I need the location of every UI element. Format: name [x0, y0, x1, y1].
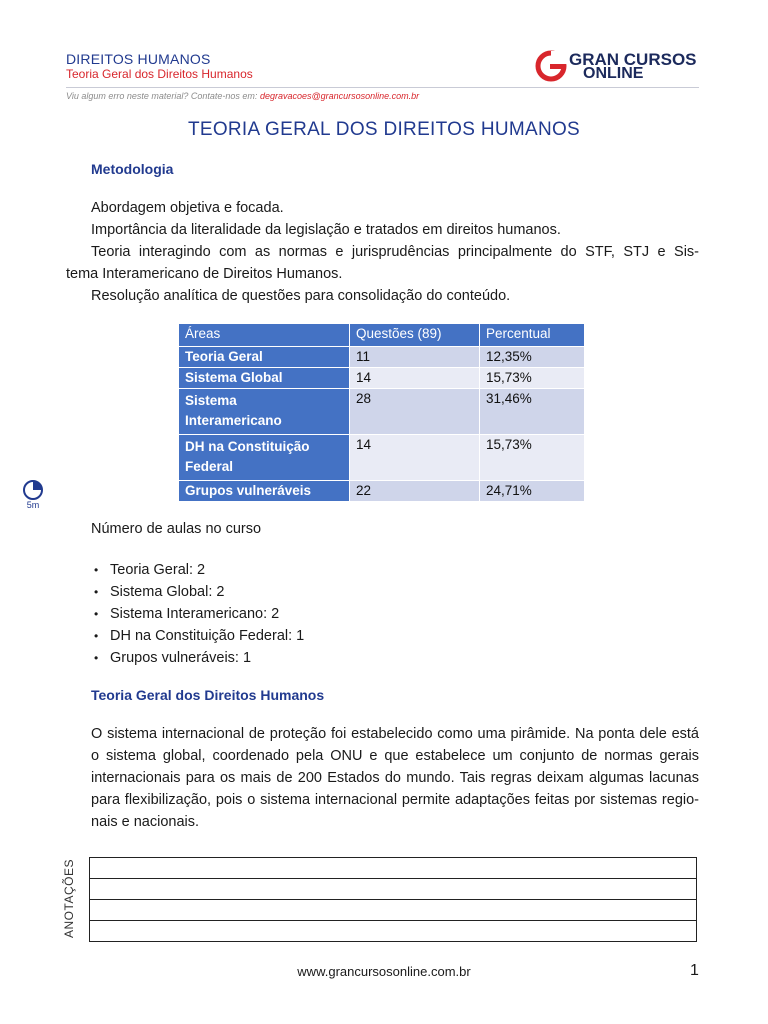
- table-cell-area: Sistema Interamericano: [179, 389, 350, 435]
- annotation-line: [90, 899, 696, 900]
- metodologia-item: Importância da literalidade da legislação e tratados em direitos humanos.: [91, 222, 561, 238]
- list-item: [91, 559, 304, 581]
- timer-label: 5m: [26, 500, 40, 510]
- aulas-title: Número de aulas no curso: [91, 521, 262, 537]
- brand-logo: [534, 48, 704, 84]
- list-item: [91, 625, 304, 647]
- table-cell-percent: 15,73%: [480, 368, 585, 389]
- table-cell-area: Teoria Geral: [179, 347, 350, 368]
- table-cell-questions: 22: [350, 481, 480, 502]
- header-contact: [66, 91, 419, 101]
- list-item-text: DH na Constituição Federal: 1: [110, 628, 305, 644]
- list-item-text: Sistema Global: 2: [110, 584, 225, 600]
- section-title-metodologia: Metodologia: [91, 161, 174, 177]
- footer-url-link[interactable]: www.grancursosonline.com.br: [297, 964, 471, 979]
- table-row: [179, 389, 585, 435]
- contact-email-link[interactable]: degravacoes@grancursosonline.com.br: [259, 91, 420, 101]
- table-cell-percent: 12,35%: [480, 347, 585, 368]
- table-row: [179, 435, 585, 481]
- bullet-icon: •: [94, 607, 99, 621]
- table-cell-percent: 24,71%: [480, 481, 585, 502]
- table-row: [179, 347, 585, 368]
- list-item-text: Sistema Interamericano: 2: [110, 606, 280, 622]
- table-cell-questions: 28: [350, 389, 480, 435]
- logo-text-line1: GRAN CURSOS: [569, 50, 697, 69]
- table-cell-questions: 14: [350, 368, 480, 389]
- annotations-box[interactable]: [89, 857, 697, 942]
- page-title: TEORIA GERAL DOS DIREITOS HUMANOS: [187, 119, 581, 140]
- questions-table: [179, 324, 585, 502]
- table-header-cell: Áreas: [179, 324, 350, 347]
- timer-icon: [22, 479, 44, 501]
- header-title: DIREITOS HUMANOS: [66, 51, 211, 67]
- table-header-cell: Questões (89): [350, 324, 480, 347]
- table-row: [179, 368, 585, 389]
- page-number: 1: [690, 962, 699, 979]
- table-cell-area: Sistema Global: [179, 368, 350, 389]
- annotations-label: ANOTAÇÕES: [62, 859, 76, 938]
- header-divider: [66, 87, 699, 88]
- aulas-list: [91, 559, 304, 669]
- section-title-teoria-geral: Teoria Geral dos Direitos Humanos: [91, 687, 325, 703]
- bullet-icon: •: [94, 629, 99, 643]
- annotation-line: [90, 878, 696, 879]
- metodologia-item: Abordagem objetiva e focada.: [91, 200, 284, 216]
- list-item: [91, 647, 304, 669]
- annotation-line: [90, 920, 696, 921]
- bullet-icon: •: [94, 585, 99, 599]
- logo-g-icon: [534, 49, 568, 83]
- header-subtitle: Teoria Geral dos Direitos Humanos: [66, 67, 253, 81]
- table-row: [179, 481, 585, 502]
- logo-text-line2: ONLINE: [583, 65, 644, 82]
- bullet-icon: •: [94, 563, 99, 577]
- contact-text: Viu algum erro neste material? Contate-nos em:: [66, 91, 260, 101]
- list-item: [91, 581, 304, 603]
- table-header-cell: Percentual: [480, 324, 585, 347]
- table-cell-area: Grupos vulneráveis: [179, 481, 350, 502]
- metodologia-item: Resolução analítica de questões para consolidação do conteúdo.: [91, 288, 511, 304]
- table-cell-questions: 14: [350, 435, 480, 481]
- table-cell-percent: 15,73%: [480, 435, 585, 481]
- table-cell-area: DH na Constituição Federal: [179, 435, 350, 481]
- metodologia-item: tema Interamericano de Direitos Humanos.: [66, 266, 343, 282]
- table-header-row: [179, 324, 585, 347]
- list-item-text: Teoria Geral: 2: [110, 562, 206, 578]
- metodologia-item: Teoria interagindo com as normas e jurisprudências principalmente do STF, STJ e Sis-: [91, 244, 699, 260]
- section2-paragraph: O sistema internacional de proteção foi estabelecido como uma pirâmide. Na ponta dele está o sistema global, coordenado pela ONU e que estabelece um conjunto de normas gerais internacionais para os mais de 200 Estados do mundo. Tais regras deixam algumas lacunas para flexibilização, pois o sistema internacional permite adaptações feitas por sistemas regio- nais e nacionais.: [91, 726, 699, 830]
- bullet-icon: •: [94, 651, 99, 665]
- table-cell-percent: 31,46%: [480, 389, 585, 435]
- table-cell-questions: 11: [350, 347, 480, 368]
- list-item-text: Grupos vulneráveis: 1: [110, 650, 252, 666]
- list-item: [91, 603, 304, 625]
